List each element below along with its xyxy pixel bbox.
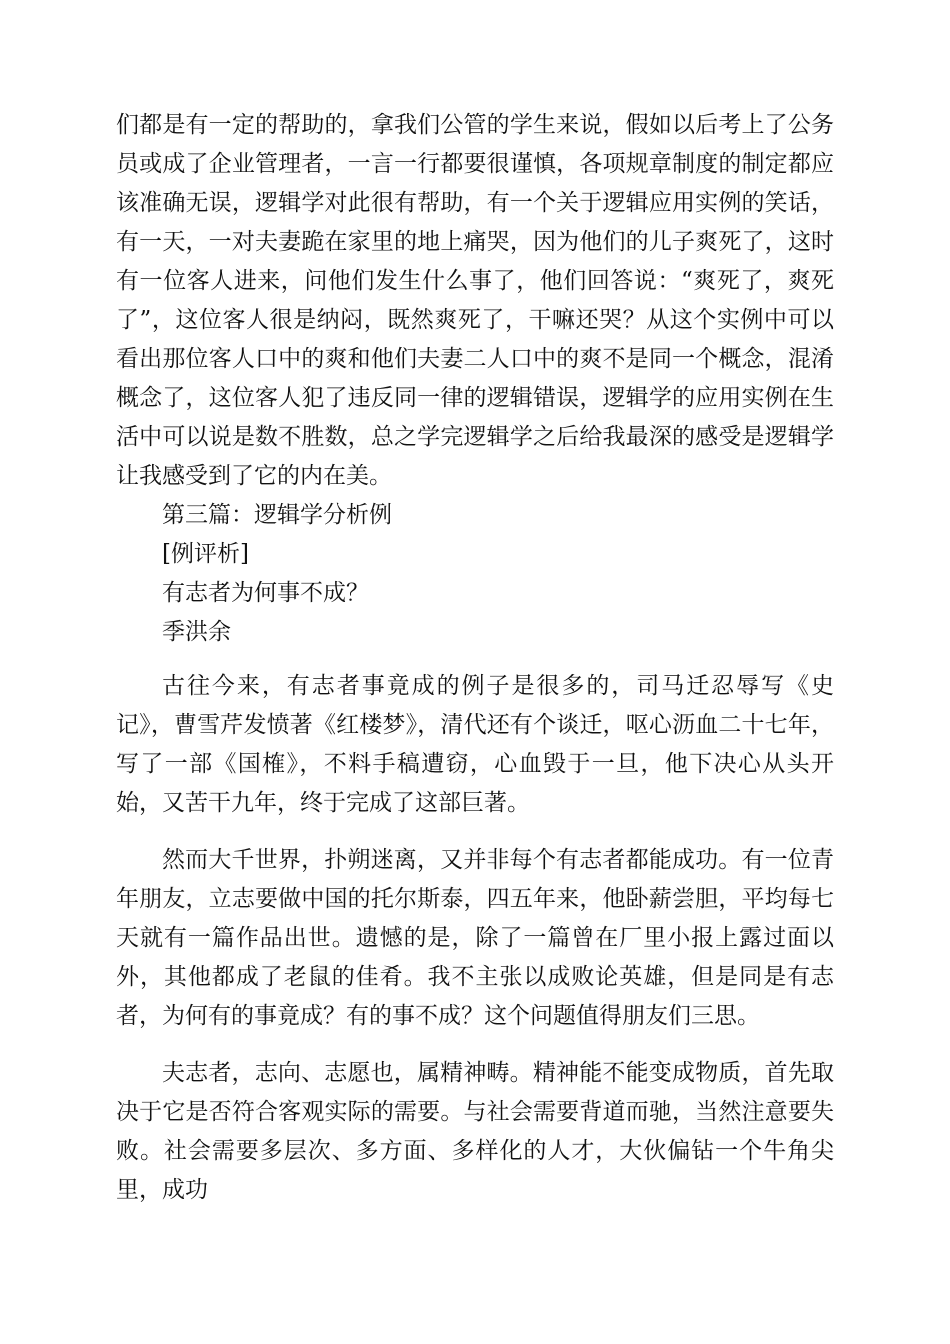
section-title: 第三篇：逻辑学分析例 <box>162 502 392 528</box>
author-name: 季洪余 <box>162 619 231 645</box>
sub-heading: [例评析] <box>162 541 249 567</box>
body-paragraph-1: 古往今来，有志者事竟成的例子是很多的，司马迁忍辱写《史记》，曹雪芹发愤著《红楼梦》，清代还有个谈迁，呕心沥血二十七年，写了一部《国榷》，不料手稿遭窃，心血毁于一旦，他下决心从头开始，又苦干九年，终于完成了这部巨著。 <box>116 673 834 816</box>
body-paragraph-2: 然而大千世界，扑朔迷离，又并非每个有志者都能成功。有一位青年朋友，立志要做中国的托尔斯泰，四五年来，他卧薪尝胆，平均每七天就有一篇作品出世。遗憾的是，除了一篇曾在厂里小报上露过面以外，其他都成了老鼠的佳肴。我不主张以成败论英雄，但是同是有志者，为何有的事竟成？有的事不成？这个问题值得朋友们三思。 <box>116 847 834 1029</box>
continued-paragraph: 们都是有一定的帮助的，拿我们公管的学生来说，假如以后考上了公务员或成了企业管理者，一言一行都要很谨慎，各项规章制度的制定都应该准确无误，逻辑学对此很有帮助，有一个关于逻辑应用实例的笑话，有一天，一对夫妻跪在家里的地上痛哭，因为他们的儿子爽死了，这时有一位客人进来，问他们发生什么事了，他们回答说：“爽死了，爽死了”，这位客人很是纳闷，既然爽死了，干嘛还哭？从这个实例中可以看出那位客人口中的爽和他们夫妻二人口中的爽不是同一个概念，混淆概念了，这位客人犯了违反同一律的逻辑错误，逻辑学的应用实例在生活中可以说是数不胜数，总之学完逻辑学之后给我最深的感受是逻辑学让我感受到了它的内在美。 <box>116 112 834 489</box>
article-title: 有志者为何事不成？ <box>162 580 369 606</box>
body-paragraph-3: 夫志者，志向、志愿也，属精神畴。精神能不能变成物质，首先取决于它是否符合客观实际的需要。与社会需要背道而驰，当然注意要失败。社会需要多层次、多方面、多样化的人才，大伙偏钻一个牛角尖里，成功 <box>116 1060 834 1203</box>
document-page <box>116 106 834 1210</box>
